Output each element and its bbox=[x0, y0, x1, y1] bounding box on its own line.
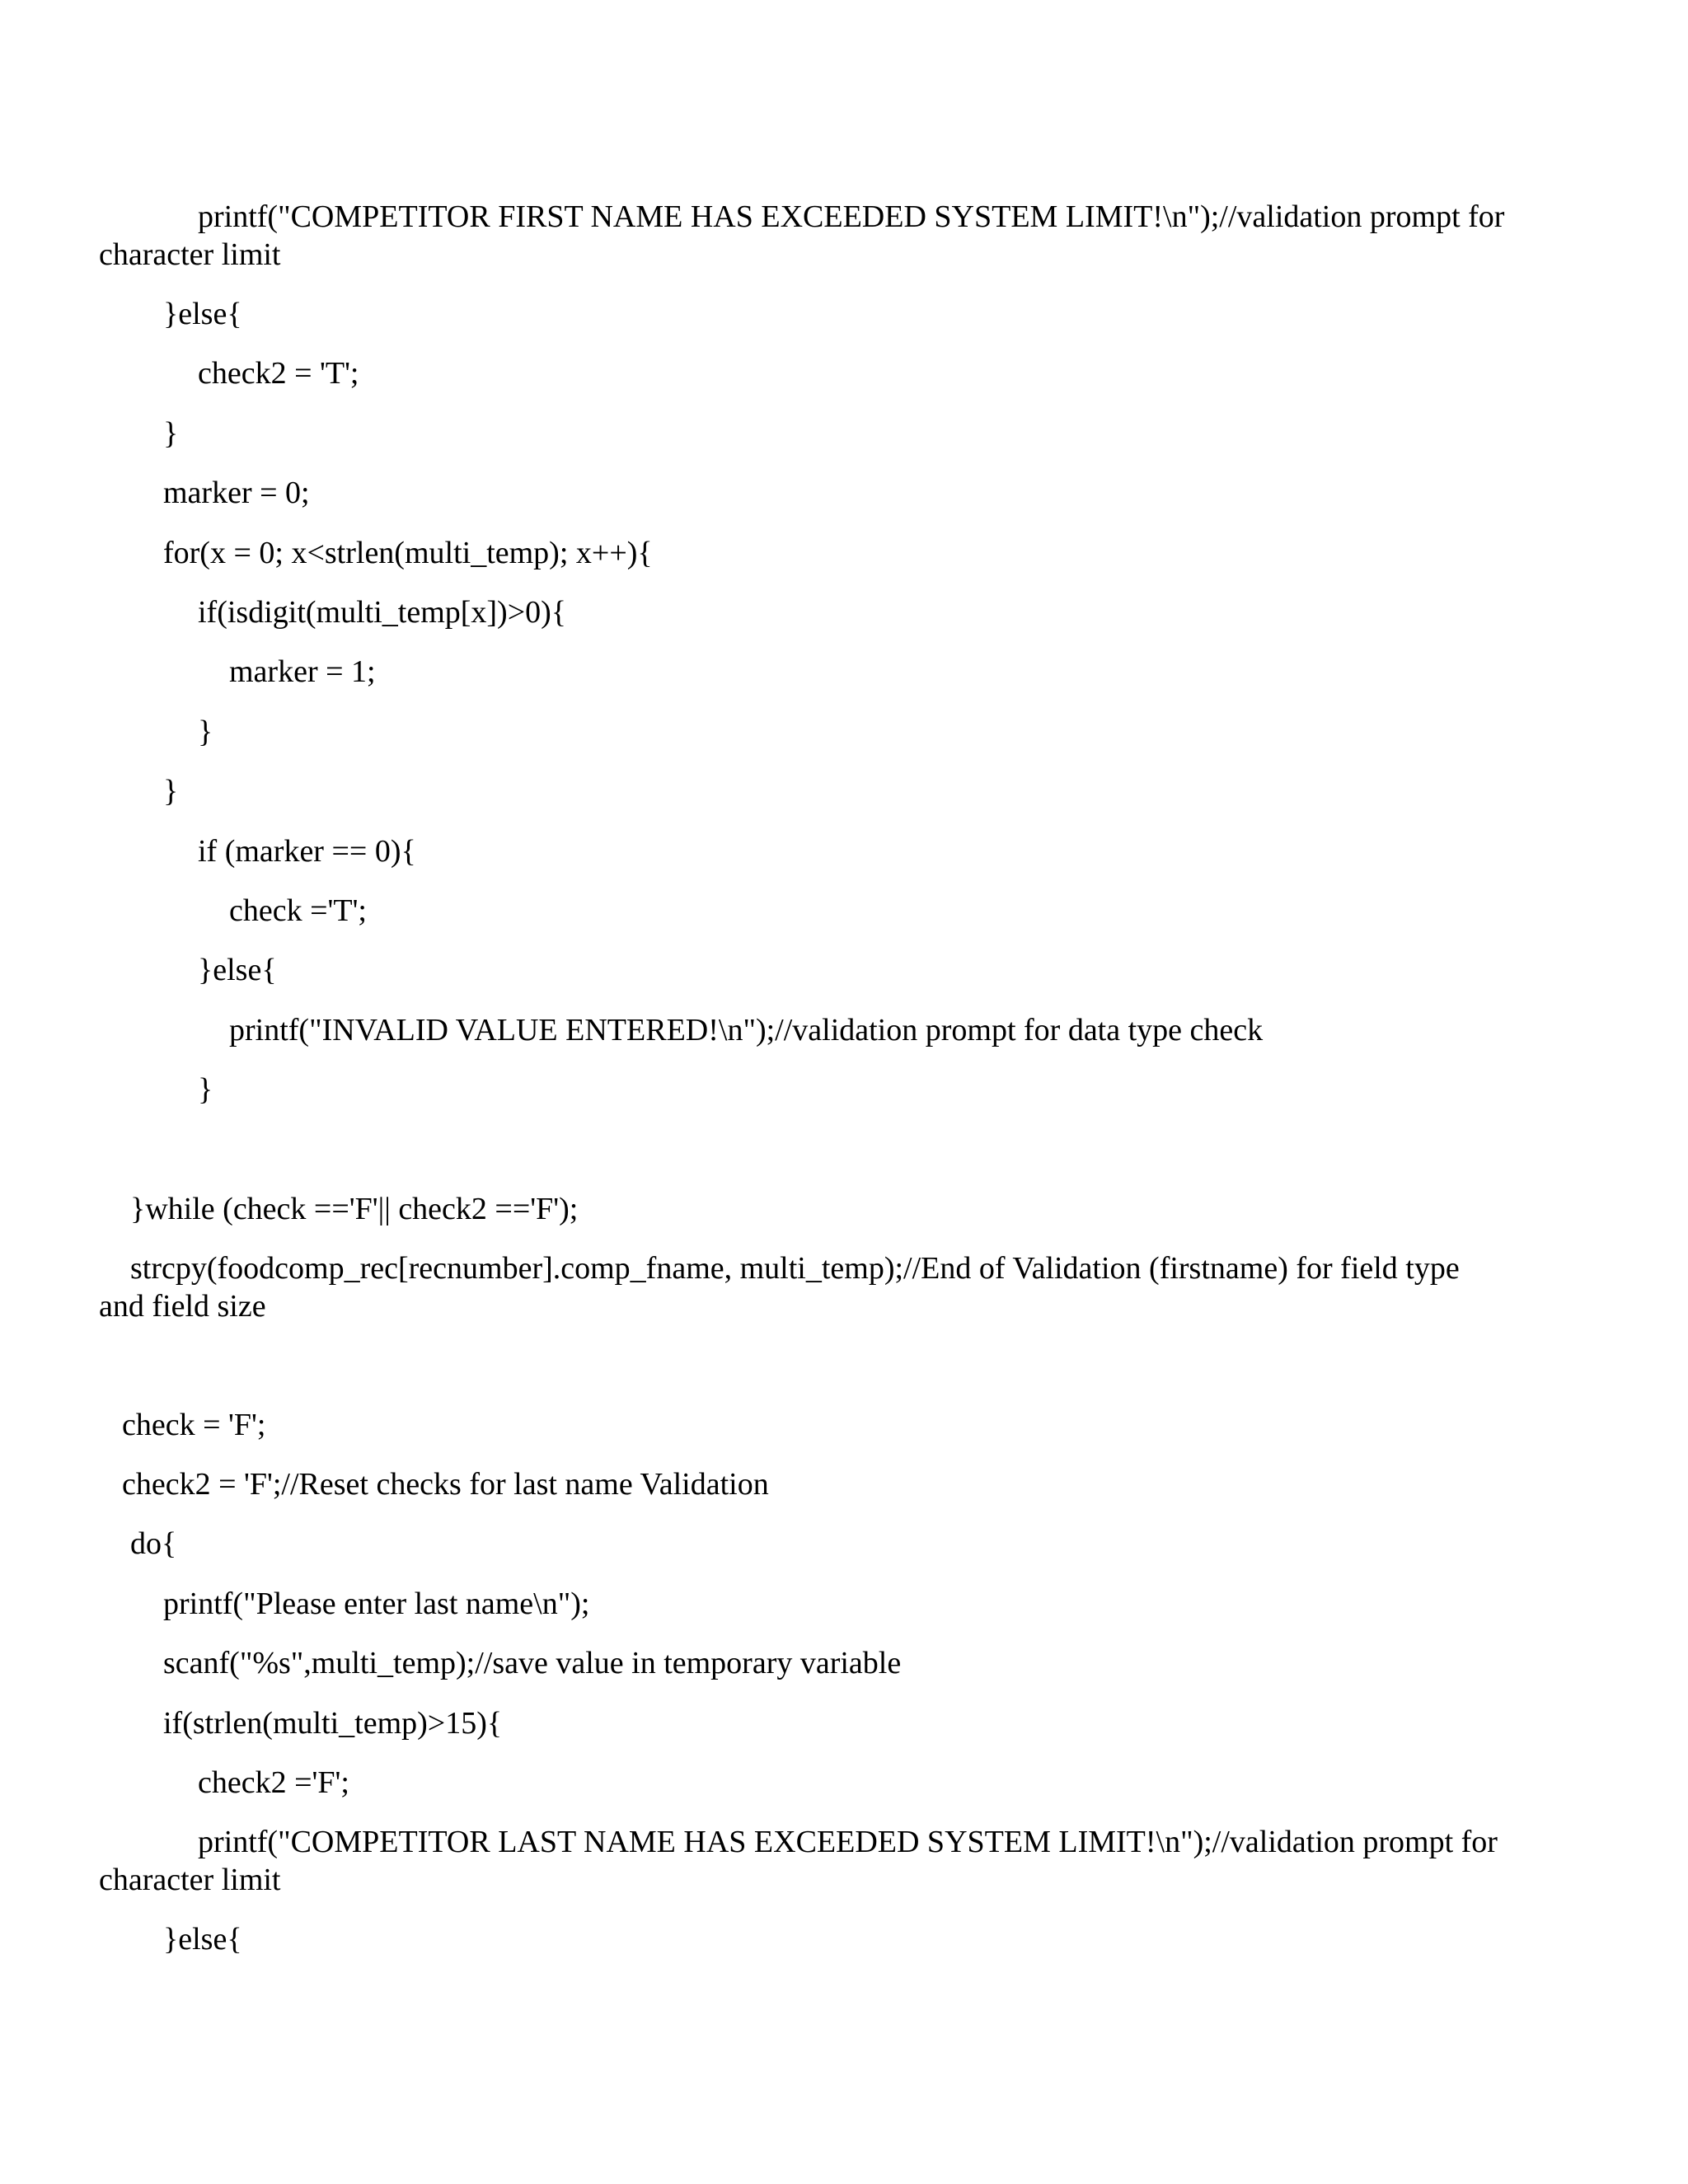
code-line: marker = 1; bbox=[229, 654, 376, 689]
code-line: for(x = 0; x<strlen(multi_temp); x++){ bbox=[163, 536, 653, 570]
code-line: } bbox=[163, 774, 179, 808]
code-line: check2 = 'F';//Reset checks for last name Validation bbox=[122, 1467, 769, 1502]
code-line: }else{ bbox=[198, 953, 277, 987]
code-line: printf("Please enter last name\n"); bbox=[163, 1586, 590, 1621]
code-line: character limit bbox=[99, 237, 281, 272]
code-line: if(isdigit(multi_temp[x])>0){ bbox=[198, 595, 567, 630]
code-line: strcpy(foodcomp_rec[recnumber].comp_fname, multi_temp);//End of Validation (firstname) for field type bbox=[130, 1251, 1460, 1286]
code-line: printf("INVALID VALUE ENTERED!\n");//validation prompt for data type check bbox=[229, 1013, 1264, 1047]
code-line: }else{ bbox=[163, 1922, 242, 1957]
code-line: } bbox=[198, 715, 213, 749]
code-line: }else{ bbox=[163, 297, 242, 331]
code-line: scanf("%s",multi_temp);//save value in temporary variable bbox=[163, 1646, 902, 1680]
code-line: } bbox=[198, 1072, 213, 1107]
code-line: do{ bbox=[130, 1526, 177, 1561]
code-line: }while (check =='F'|| check2 =='F'); bbox=[130, 1192, 579, 1226]
code-line: marker = 0; bbox=[163, 476, 310, 510]
code-line: check ='T'; bbox=[229, 893, 367, 928]
code-line: printf("COMPETITOR LAST NAME HAS EXCEEDED SYSTEM LIMIT!\n");//validation prompt for bbox=[198, 1825, 1498, 1859]
code-line: printf("COMPETITOR FIRST NAME HAS EXCEEDED SYSTEM LIMIT!\n");//validation prompt for bbox=[198, 199, 1505, 234]
code-line: character limit bbox=[99, 1863, 281, 1897]
code-line: check2 = 'T'; bbox=[198, 356, 359, 391]
code-line: check = 'F'; bbox=[122, 1408, 266, 1442]
code-line: and field size bbox=[99, 1289, 266, 1324]
code-line: if (marker == 0){ bbox=[198, 834, 416, 869]
code-line: check2 ='F'; bbox=[198, 1765, 349, 1800]
code-line: if(strlen(multi_temp)>15){ bbox=[163, 1706, 503, 1741]
code-line: } bbox=[163, 416, 179, 451]
